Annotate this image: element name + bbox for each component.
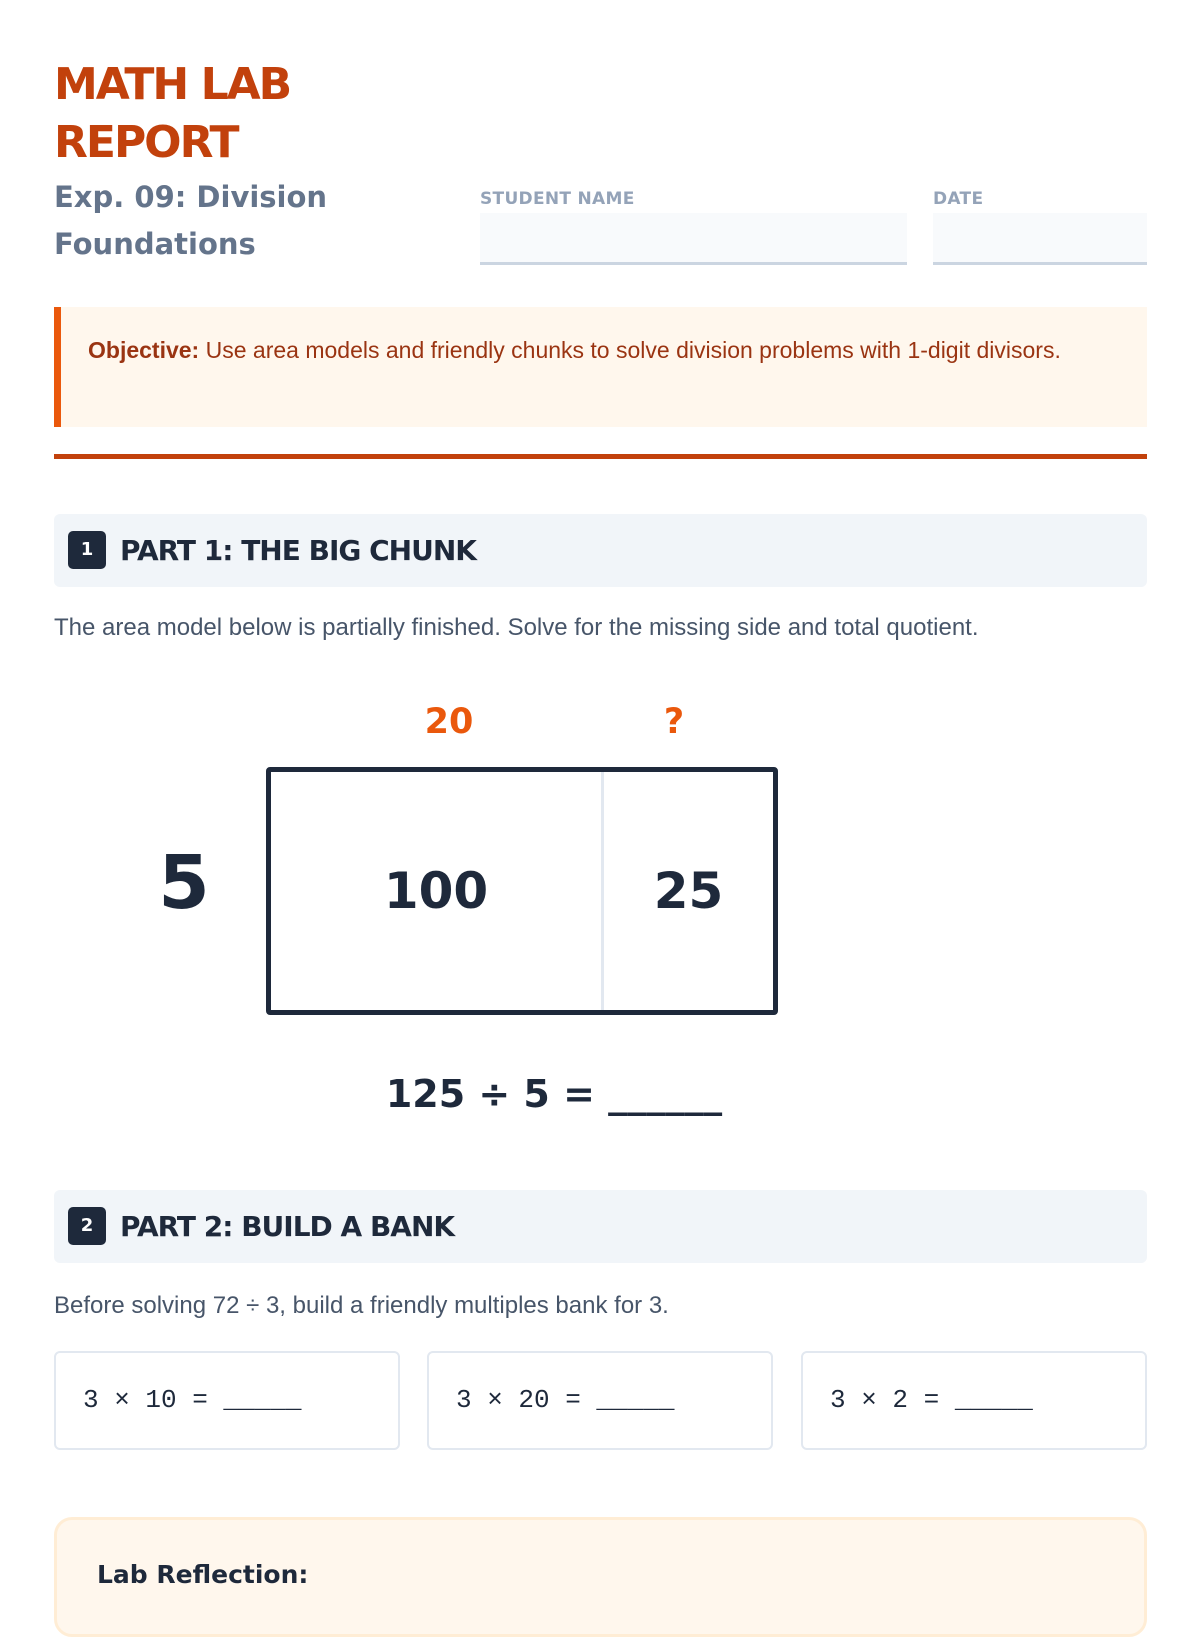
objective-label: Objective: [88,337,200,363]
part-1-header [54,514,1147,587]
multiples-bank-card[interactable]: 3 × 2 = _____ [801,1351,1147,1450]
lab-reflection-title: Lab Reflection: [97,1560,309,1589]
student-name-input[interactable] [480,213,907,265]
area-model-top-label-1: 20 [424,702,474,742]
page-title [54,56,290,172]
student-name-field [480,186,907,265]
area-model-cell-2: 25 [653,862,724,920]
part-1-title: PART 1: THE BIG CHUNK [120,534,476,567]
date-label: DATE [933,189,984,209]
objective-text: Use area models and friendly chunks to solve division problems with 1-digit divisors. [199,337,1061,363]
lab-reflection-box[interactable] [54,1517,1147,1637]
area-model-cell-1: 100 [271,772,604,1010]
date-field [933,186,1147,265]
experiment-subtitle: Exp. 09: Division Foundations [54,180,328,261]
part-2-title: PART 2: BUILD A BANK [120,1210,455,1243]
area-model [266,767,778,1015]
area-model-top-label-2: ? [663,702,685,742]
title-line-1: MATH LAB [54,59,291,110]
division-equation: 125 ÷ 5 = ______ [385,1072,723,1116]
multiples-bank-card[interactable]: 3 × 20 = _____ [427,1351,773,1450]
multiples-bank-card[interactable]: 3 × 10 = _____ [54,1351,400,1450]
header-divider [54,454,1147,459]
title-line-2: REPORT [54,117,238,168]
date-input[interactable] [933,213,1147,265]
part-2-instructions: Before solving 72 ÷ 3, build a friendly multiples bank for 3. [54,1292,669,1319]
part-1-number-badge: 1 [68,531,106,569]
area-model-side-label: 5 [158,840,210,926]
objective-callout [54,307,1147,427]
part-2-header [54,1190,1147,1263]
part-1-instructions: The area model below is partially finished. Solve for the missing side and total quotient. [54,614,979,641]
part-2-number-badge: 2 [68,1207,106,1245]
student-name-label: STUDENT NAME [480,189,635,209]
